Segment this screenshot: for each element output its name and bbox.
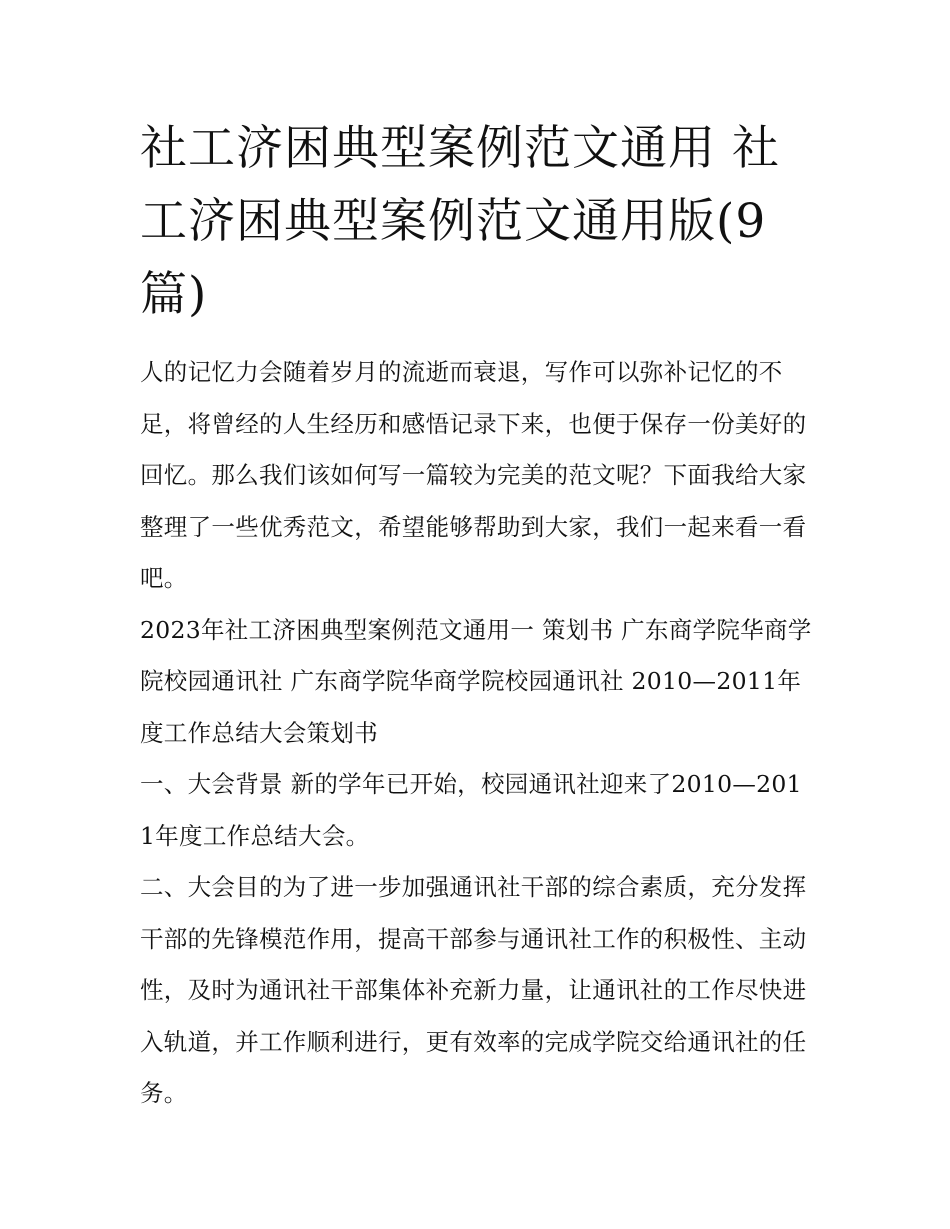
background-paragraph: 一、大会背景 新的学年已开始，校园通讯社迎来了2010—2011年度工作总结大会。 bbox=[140, 770, 802, 850]
document-title: 社工济困典型案例范文通用 社工济困典型案例范文通用版(9篇) bbox=[140, 121, 780, 322]
section-heading-paragraph: 2023年社工济困典型案例范文通用一 策划书 广东商学院华商学院校园通讯社 广东商学院华商学院校园通讯社 2010—2011年度工作总结大会策划书 bbox=[140, 615, 812, 747]
document-body bbox=[140, 112, 815, 1120]
intro-paragraph: 人的记忆力会随着岁月的流逝而衰退，写作可以弥补记忆的不足，将曾经的人生经历和感悟记录下来，也便于保存一份美好的回忆。那么我们该如何写一篇较为完美的范文呢？下面我给大家整理了一些优秀范文，希望能够帮助到大家，我们一起来看一看吧。 bbox=[140, 358, 807, 592]
purpose-paragraph: 二、大会目的为了进一步加强通讯社干部的综合素质，充分发挥干部的先锋模范作用，提高干部参与通讯社工作的积极性、主动性，及时为通讯社干部集体补充新力量，让通讯社的工作尽快进入轨道，并工作顺利进行，更有效率的完成学院交给通讯社的任务。 bbox=[140, 873, 807, 1107]
